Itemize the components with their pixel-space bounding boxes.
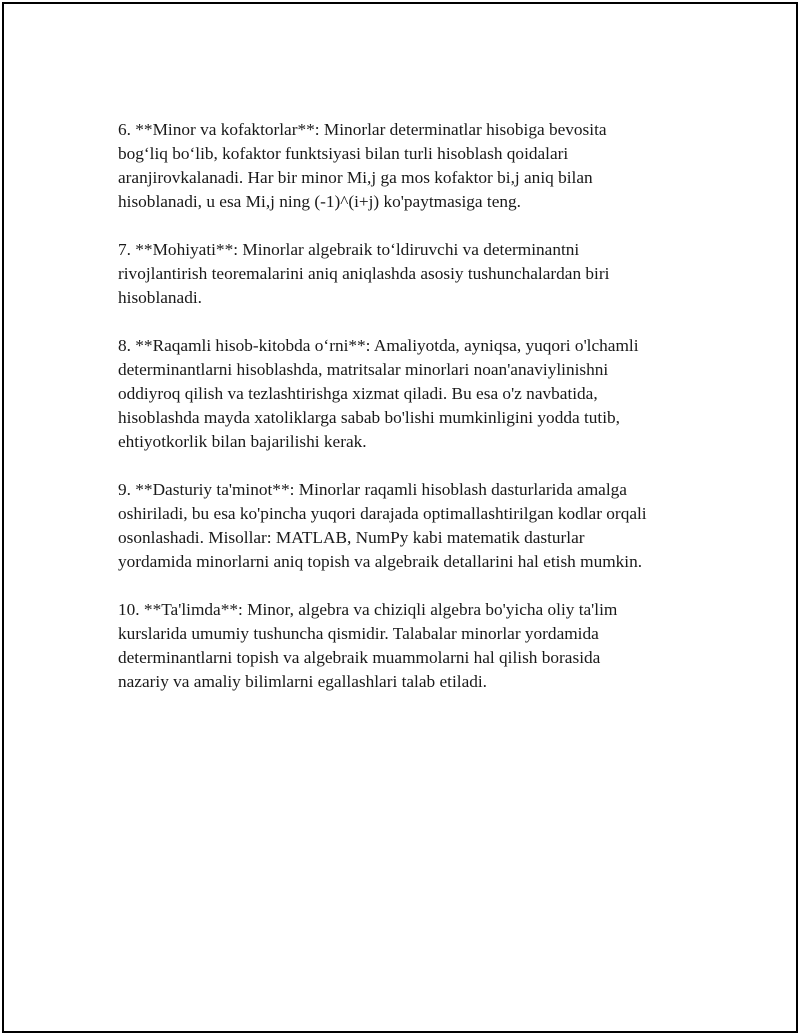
paragraph-item-10: 10. **Ta'limda**: Minor, algebra va chiziqli algebra bo'yicha oliy ta'lim kurslarida umumiy tushuncha qismidir. Talabalar minorlar yordamida determinantlarni topish va algebraik muammolarni hal qilish borasida nazariy va amaliy bilimlarni egallashlari talab etiladi.: [118, 600, 618, 691]
document-body: [118, 118, 698, 718]
paragraph-item-7: 7. **Mohiyati**: Minorlar algebraik to‘ldiruvchi va determinantni rivojlantirish teoremalarini aniq aniqlashda asosiy tushunchalardan biri hisoblanadi.: [118, 240, 610, 307]
paragraph-item-6: 6. **Minor va kofaktorlar**: Minorlar determinatlar hisobiga bevosita bog‘liq bo‘lib, kofaktor funktsiyasi bilan turli hisoblash qoidalari aranjirovkalanadi. Har bir minor Mi,j ga mos kofaktor bi,j aniq bilan hisoblanadi, u esa Mi,j ning (-1)^(i+j) ko'paytmasiga teng.: [118, 120, 607, 211]
paragraph-item-9: 9. **Dasturiy ta'minot**: Minorlar raqamli hisoblash dasturlarida amalga oshiriladi, bu esa ko'pincha yuqori darajada optimallashtirilgan kodlar orqali osonlashadi. Misollar: MATLAB, NumPy kabi matematik dasturlar yordamida minorlarni aniq topish va algebraik detallarini hal etish mumkin.: [118, 480, 647, 571]
paragraph-item-8: 8. **Raqamli hisob-kitobda o‘rni**: Amaliyotda, ayniqsa, yuqori o'lchamli determinantlarni hisoblashda, matritsalar minorlari noan'anaviylinishni oddiyroq qilish va tezlashtirishga xizmat qiladi. Bu esa o'z navbatida, hisoblashda mayda xatoliklarga sabab bo'lishi mumkinligini yodda tutib, ehtiyotkorlik bilan bajarilishi kerak.: [118, 336, 639, 451]
